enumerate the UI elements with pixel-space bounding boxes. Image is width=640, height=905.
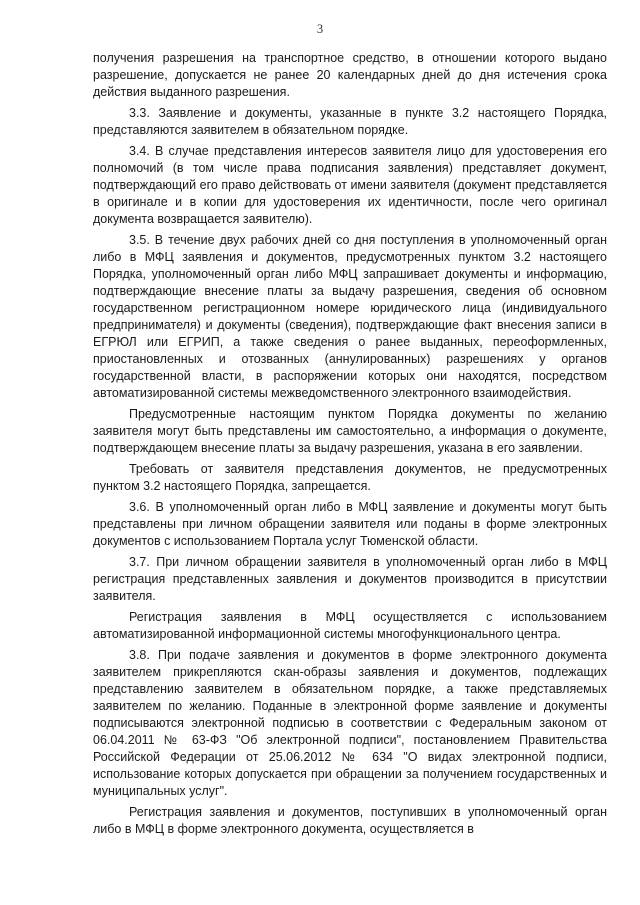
document-body	[93, 50, 607, 840]
paragraph-3-4: 3.4. В случае представления интересов заявителя лицо для удостоверения его полномочий (в том числе права подписания заявления) представляет документ, подтверждающий его право действовать от имени заявителя (документ представляется в оригинале и в копии для удостоверения их идентичности, после чего оригинал документа возвращается заявителю).	[93, 144, 607, 226]
paragraph-3-6: 3.6. В уполномоченный орган либо в МФЦ заявление и документы могут быть представлены при личном обращении заявителя или поданы в форме электронных документов с использованием Портала услуг Тюменской области.	[93, 500, 607, 548]
paragraph-3-7-mfc-registration: Регистрация заявления в МФЦ осуществляется с использованием автоматизированной информационной системы многофункционального центра.	[93, 610, 607, 641]
paragraph-3-8: 3.8. При подаче заявления и документов в форме электронного документа заявителем прикрепляются скан-образы заявления и документов, подлежащих представлению заявителем в обязательном порядке, а также представляемых заявителем по желанию. Поданные в электронной форме заявление и документы подписываются электронной подписью в соответствии с Федеральным законом от 06.04.2011 № 63-ФЗ "Об электронной подписи", постановлением Правительства Российской Федерации от 25.06.2012 № 634 "О видах электронной подписи, использование которых допускается при обращении за получением государственных и муниципальных услуг".	[93, 648, 607, 798]
paragraph-3-5: 3.5. В течение двух рабочих дней со дня поступления в уполномоченный орган либо в МФЦ заявления и документов, предусмотренных пунктом 3.2 настоящего Порядка, уполномоченный орган либо МФЦ запрашивает документы и информацию, подтверждающие внесение платы за выдачу разрешения, сведения об основном государственном регистрационном номере юридического лица (индивидуального предпринимателя) и документы (сведения), подтверждающие факт внесения записи в ЕГРЮЛ или ЕГРИП, а также сведения о ранее выданных, переоформленных, приостановленных и отозванных (аннулированных) разрешениях у органов государственной власти, в распоряжении которых они находятся, посредством автоматизированной системы межведомственного электронного взаимодействия.	[93, 233, 607, 400]
paragraph-continuation: получения разрешения на транспортное средство, в отношении которого выдано разрешение, допускается не ранее 20 календарных дней до дня истечения срока действия выданного разрешения.	[93, 51, 607, 99]
paragraph-3-5-own-submission: Предусмотренные настоящим пунктом Порядка документы по желанию заявителя могут быть представлены им самостоятельно, а информация о документе, подтверждающем внесение платы за выдачу разрешения, указана в его заявлении.	[93, 407, 607, 455]
paragraph-3-8-electronic-registration: Регистрация заявления и документов, поступивших в уполномоченный орган либо в МФЦ в форме электронного документа, осуществляется в	[93, 805, 607, 836]
paragraph-3-3: 3.3. Заявление и документы, указанные в пункте 3.2 настоящего Порядка, представляются заявителем в обязательном порядке.	[93, 106, 607, 137]
paragraph-3-5-prohibition: Требовать от заявителя представления документов, не предусмотренных пунктом 3.2 настоящего Порядка, запрещается.	[93, 462, 607, 493]
paragraph-3-7: 3.7. При личном обращении заявителя в уполномоченный орган либо в МФЦ регистрация представленных заявления и документов производится в присутствии заявителя.	[93, 555, 607, 603]
page-number: 3	[316, 22, 324, 36]
